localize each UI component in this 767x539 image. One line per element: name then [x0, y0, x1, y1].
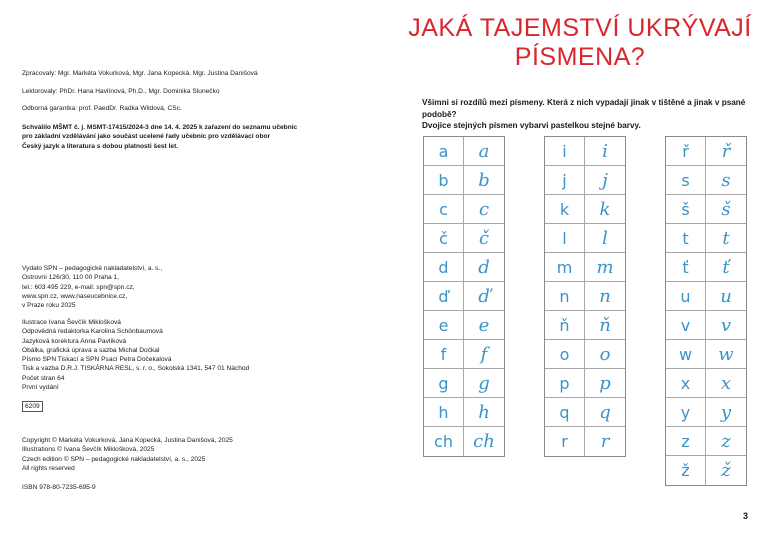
- copyright: [22, 436, 233, 473]
- script-letter[interactable]: d: [478, 256, 490, 278]
- approval-statement: [22, 123, 297, 151]
- script-letter[interactable]: s: [721, 169, 731, 191]
- letter-table-3: [665, 136, 747, 486]
- script-letter[interactable]: ť: [722, 256, 730, 278]
- printed-letter[interactable]: u: [666, 282, 706, 310]
- letter-pair-row: [424, 166, 504, 195]
- script-letter[interactable]: f: [480, 343, 488, 365]
- credit-line: Tisk a vazba D.R.J. TISKÁRNA RESL, s. r. o., Sokolská 1341, 547 01 Náchod: [22, 365, 250, 373]
- printed-letter[interactable]: t: [666, 224, 706, 252]
- letter-pair-row: [424, 311, 504, 340]
- letter-pair-row: [545, 166, 625, 195]
- printed-letter[interactable]: ň: [545, 311, 585, 339]
- letter-table-2: [544, 136, 626, 457]
- script-letter[interactable]: u: [720, 285, 732, 307]
- approval-line: Český jazyk a literatura s dobou platnosti šest let.: [22, 142, 179, 150]
- letter-pair-row: [424, 369, 504, 398]
- script-letter[interactable]: b: [478, 169, 490, 191]
- copyright-line: Copyright © Markéta Vokurková, Jana Kopecká, Justina Danišová, 2025: [22, 437, 233, 444]
- publisher-line: tel.: 603 495 229, e-mail: spn@spn.cz,: [22, 283, 135, 291]
- letter-pair-row: [666, 253, 746, 282]
- printed-letter[interactable]: i: [545, 137, 585, 165]
- script-letter[interactable]: a: [478, 140, 490, 162]
- authors: Zpracovaly: Mgr. Markéta Vokurková, Mgr. Jana Kopecká, Mgr. Justina Danišová: [22, 70, 258, 77]
- letter-pair-row: [545, 282, 625, 311]
- title-line: JAKÁ TAJEMSTVÍ UKRÝVAJÍ: [408, 14, 752, 42]
- letter-pair-row: [666, 224, 746, 253]
- letter-pair-row: [545, 398, 625, 427]
- script-letter[interactable]: x: [720, 372, 732, 394]
- script-letter[interactable]: r: [600, 431, 610, 452]
- script-letter[interactable]: w: [718, 343, 734, 365]
- letter-pair-row: [666, 340, 746, 369]
- printed-letter[interactable]: o: [545, 340, 585, 368]
- letter-pair-row: [545, 137, 625, 166]
- printed-letter[interactable]: ž: [666, 456, 706, 485]
- page-number: 3: [743, 511, 749, 521]
- printed-letter[interactable]: k: [545, 195, 585, 223]
- letter-pair-row: [424, 253, 504, 282]
- letter-pair-row: [424, 224, 504, 253]
- letter-pair-row: [666, 369, 746, 398]
- printed-letter[interactable]: b: [424, 166, 464, 194]
- product-code: 6209: [22, 401, 43, 412]
- printed-letter[interactable]: e: [424, 311, 464, 339]
- printed-letter[interactable]: f: [424, 340, 464, 368]
- credit-line: Písmo SPN Tiskací a SPN Psací Petra Dočekalová: [22, 356, 172, 364]
- credit-line: Počet stran 64: [22, 374, 65, 382]
- credit-line: Odpovědná redaktorka Karolina Schönbaumová: [22, 328, 163, 336]
- letter-pair-row: [545, 224, 625, 253]
- script-letter[interactable]: ď: [478, 285, 490, 307]
- credit-line: První vydání: [22, 384, 59, 392]
- approval-line: Schválilo MŠMT č. j. MSMT-17415/2024-3 dne 14. 4. 2025 k zařazení do seznamu učebnic: [22, 124, 298, 131]
- script-letter[interactable]: o: [599, 343, 611, 365]
- script-letter[interactable]: m: [596, 256, 614, 278]
- script-letter[interactable]: z: [721, 430, 731, 452]
- script-letter[interactable]: e: [478, 314, 490, 336]
- script-letter[interactable]: č: [478, 227, 490, 249]
- printed-letter[interactable]: h: [424, 398, 464, 426]
- script-letter[interactable]: q: [599, 401, 611, 423]
- printed-letter[interactable]: ř: [666, 137, 706, 165]
- script-letter[interactable]: ž: [721, 460, 731, 481]
- printed-letter[interactable]: g: [424, 369, 464, 397]
- letter-pair-row: [545, 340, 625, 369]
- letter-pair-row: [545, 195, 625, 224]
- credit-line: Obálka, grafická úprava a sazba Michal Dočkal: [22, 346, 160, 354]
- script-letter[interactable]: k: [599, 198, 611, 220]
- script-letter[interactable]: ch: [473, 431, 495, 452]
- script-letter[interactable]: n: [599, 285, 611, 307]
- printed-letter[interactable]: a: [424, 137, 464, 165]
- printed-letter[interactable]: m: [545, 253, 585, 281]
- letter-pair-row: [545, 369, 625, 398]
- isbn: ISBN 978-80-7235-695-9: [22, 484, 96, 491]
- script-letter[interactable]: g: [478, 372, 490, 394]
- script-letter[interactable]: j: [602, 169, 608, 191]
- script-letter[interactable]: p: [599, 372, 611, 394]
- letter-pair-row: [424, 398, 504, 427]
- script-letter[interactable]: y: [720, 401, 732, 423]
- copyright-line: All rights reserved: [22, 464, 75, 472]
- letter-pair-row: [545, 427, 625, 456]
- credit-line: Ilustrace Ivana Ševčík Miklošková: [22, 319, 121, 326]
- exercise-instruction: [422, 97, 762, 132]
- letter-pair-row: [666, 166, 746, 195]
- script-letter[interactable]: š: [721, 198, 731, 220]
- copyright-line: Czech edition © SPN – pedagogické nakladatelství, a. s., 2025: [22, 455, 206, 463]
- printed-letter[interactable]: c: [424, 195, 464, 223]
- script-letter[interactable]: h: [478, 401, 490, 423]
- printed-letter[interactable]: r: [545, 427, 585, 456]
- printed-letter[interactable]: z: [666, 427, 706, 455]
- script-letter[interactable]: v: [720, 314, 732, 336]
- letter-pair-row: [424, 137, 504, 166]
- script-letter[interactable]: ř: [721, 140, 731, 162]
- publisher-line: Ostrovní 126/30, 110 00 Praha 1,: [22, 274, 120, 282]
- copyright-line: Illustrations © Ivana Ševčík Miklošková, 2025: [22, 446, 155, 454]
- reviewers: Lektorovaly: PhDr. Hana Havlínová, Ph.D., Mgr. Dominika Slunečko: [22, 88, 220, 95]
- printed-letter[interactable]: p: [545, 369, 585, 397]
- publisher-line: www.spn.cz, www.naseucebnice.cz,: [22, 292, 128, 300]
- script-letter[interactable]: l: [602, 227, 608, 249]
- script-letter[interactable]: t: [722, 227, 730, 249]
- printed-letter[interactable]: x: [666, 369, 706, 397]
- printed-letter[interactable]: s: [666, 166, 706, 194]
- letter-table-1: [423, 136, 505, 457]
- printed-letter[interactable]: ť: [666, 253, 706, 281]
- exercise-title: [405, 14, 755, 72]
- publisher-info: [22, 264, 162, 310]
- credits: [22, 318, 249, 392]
- printed-letter[interactable]: v: [666, 311, 706, 339]
- printed-letter[interactable]: q: [545, 398, 585, 426]
- printed-letter[interactable]: j: [545, 166, 585, 194]
- letter-pair-row: [666, 137, 746, 166]
- printed-letter[interactable]: y: [666, 398, 706, 426]
- letter-pair-row: [666, 398, 746, 427]
- publisher-line: Vydalo SPN – pedagogické nakladatelství, a. s.,: [22, 265, 163, 272]
- letter-pair-row: [424, 340, 504, 369]
- instruction-line: Dvojice stejných písmen vybarvi pastelkou stejné barvy.: [422, 121, 641, 130]
- letter-pair-row: [666, 456, 746, 485]
- title-line: PÍSMENA?: [514, 43, 646, 71]
- script-letter[interactable]: ň: [599, 314, 611, 336]
- printed-letter[interactable]: š: [666, 195, 706, 223]
- letter-pair-row: [545, 253, 625, 282]
- letter-pair-row: [424, 427, 504, 456]
- printed-letter[interactable]: č: [424, 224, 464, 252]
- letter-pair-row: [424, 282, 504, 311]
- printed-letter[interactable]: w: [666, 340, 706, 368]
- letter-pair-row: [666, 427, 746, 456]
- guarantor: Odborná garantka: prof. PaedDr. Radka Wildová, CSc.: [22, 105, 182, 112]
- letter-pair-row: [666, 195, 746, 224]
- printed-letter[interactable]: l: [545, 224, 585, 252]
- letter-pair-row: [666, 282, 746, 311]
- letter-pair-row: [424, 195, 504, 224]
- letter-pair-row: [545, 311, 625, 340]
- printed-letter[interactable]: ch: [424, 427, 464, 456]
- script-letter[interactable]: i: [602, 140, 608, 162]
- publisher-line: v Praze roku 2025: [22, 302, 76, 310]
- printed-letter[interactable]: d: [424, 253, 464, 281]
- instruction-line: Všimni si rozdílů mezi písmeny. Která z nich vypadají jinak v tištěné a jinak v psané podobě?: [422, 98, 746, 119]
- printed-letter[interactable]: ď: [424, 282, 464, 310]
- script-letter[interactable]: c: [478, 198, 490, 220]
- letter-pair-row: [666, 311, 746, 340]
- approval-line: pro základní vzdělávání jako součást ucelené řady učebnic pro vzdělávací obor: [22, 133, 271, 141]
- credit-line: Jazyková korektura Anna Pavlíková: [22, 337, 127, 345]
- printed-letter[interactable]: n: [545, 282, 585, 310]
